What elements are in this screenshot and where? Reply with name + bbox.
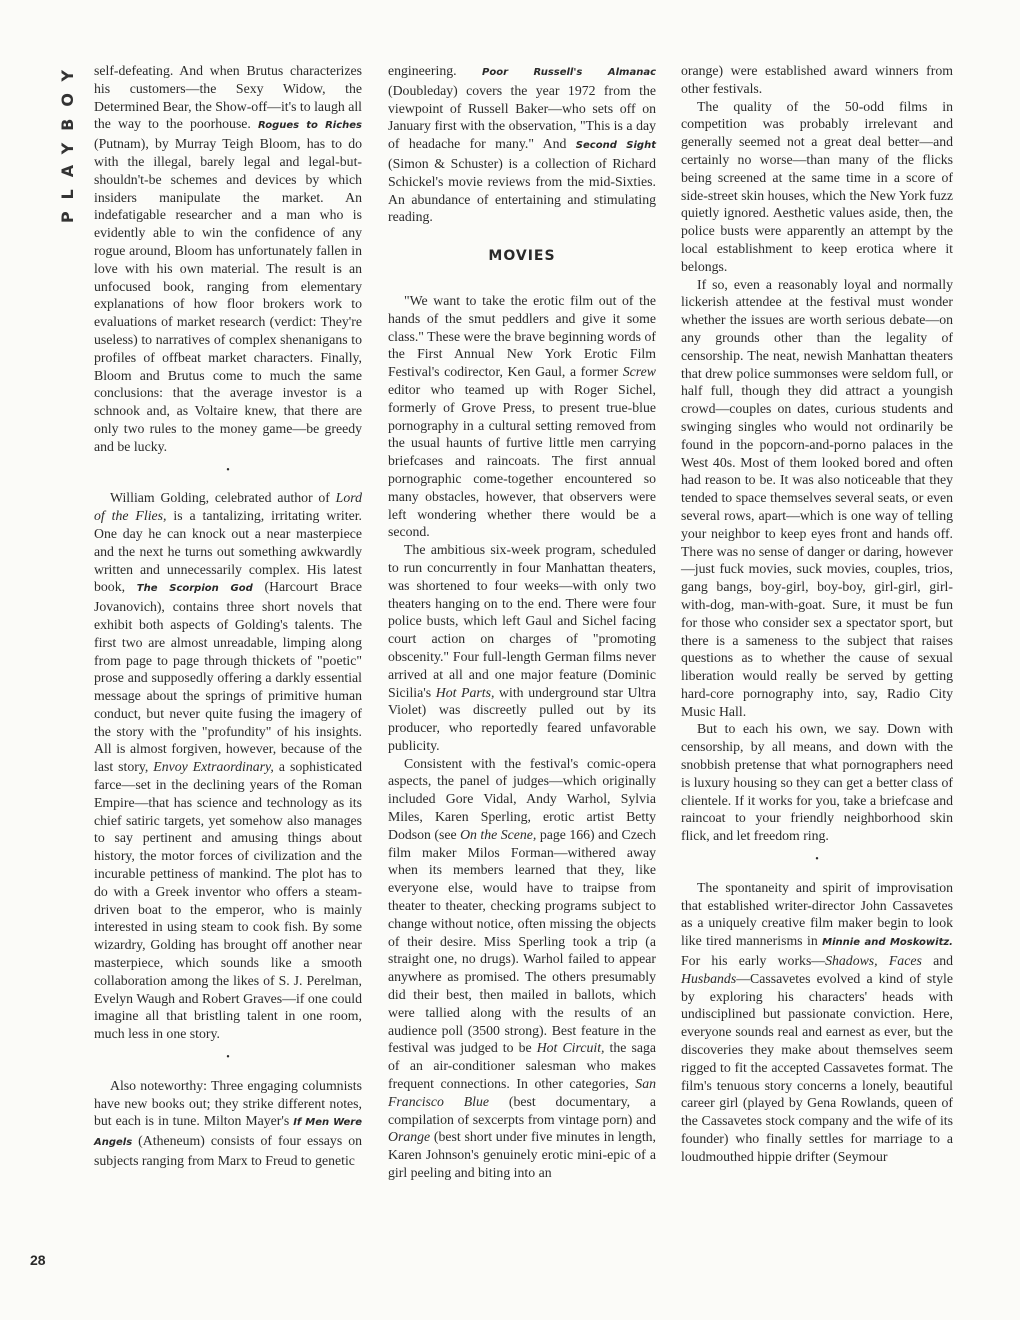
paragraph-judges: Consistent with the festival's comic-opera aspects, the panel of judges—which originally included Gore Vidal, Andy Warhol, Sylvia Miles, Karen Sperling, erotic artist Betty Dodson (see On the Scene, page 166) and Czech film maker Milos Forman—withered away when its members learned that they, like everyone else, would have to traipse from theater to theater, checking programs subject to change without notice, often missing the objects of their desire. Miss Sperling took a trip (a straight one, no drugs). Warhol failed to appear anywhere as promised. The others presumably did their best, then mailed in ballots, which were tallied along with the results of an audience poll (3500 strong). Best feature in the festival was judged to be Hot Circuit, the saga of an air-conditioner salesman who makes frequent connections. In other categories, San Francisco Blue (best documentary, a compilation of sexcerpts from vintage porn) and Orange (best short under five minutes in length, Karen Johnson's genuinely erotic mini-epic of a girl peeling and biting into an [388, 755, 656, 1181]
paragraph-if-so: If so, even a reasonably loyal and normally lickerish attendee at the festival must wonder whether the issues are worth serious debate—on any grounds other than the legality of censorship. The neat, newish Manhattan theaters that drew police summonses were seldom full, or half full, though they did attract a youngish crowd—couples on dates, curious students and swinging singles who would not ordinarily be found in the popcorn-and-porno palaces in the West 40s. Most of them looked bored and often had reason to be. It was also noticeable that they tended to space themselves several seats, or even several rows, apart—which is one way of telling your neighbor to keep eyes front and hands off. There was no sense of danger or daring, however—just fuck movies, suck movies, couples, trios, gang bangs, boy-girl, boy-boy, girl-girl, girl-with-dog, man-with-goat. Sure, it must be fun for those who consider sex a spectator sport, but there is a sameness to the subject that raises questions as to whether the cause of sexual liberation would really be served by getting hard-core pornography into, say, Radio City Music Hall. [681, 276, 953, 719]
section-heading-movies: MOVIES [488, 248, 556, 265]
book-title: The Scorpion God [136, 583, 253, 595]
paragraph-scorpion-god: William Golding, celebrated author of Lord of the Flies, is a tantalizing, irritating writer. One day he can knock out a near masterpiece and the next he turns out something awkwardly written and unnecessarily complex. His latest book, The Scorpion God (Harcourt Brace Jovanovich), contains three short novels that exhibit both aspects of Golding's talents. The first two are almost unreadable, limping along from page to page through thickets of "poetic" prose and supposedly offering a darkly essential message about the springs of primitive human conduct, but never quite fusing the imagery of the story with the "profundity" of his insights. All is almost forgiven, however, because of the last story, Envoy Extraordinary, a sophisticated farce—set in the declining years of the Roman Empire—that has science and technology as its chief satiric targets, yet somehow also manages to say pertinent and amusing things about history, the motor forces of civilization and the incurable pettiness of mankind. The plot has to do with a Greek inventor who offers a steam-driven boat to the emperor, who is mainly interested in using steam to cook fish. By some wizardry, Golding has brought off another near masterpiece, which sounds like a smooth collaboration among the likes of S. J. Perelman, Evelyn Waugh and Robert Graves—if one could imagine all that bristling talent in one room, much less in one story. [94, 490, 362, 1042]
section-bullet: • [226, 1052, 230, 1064]
paragraph-almanac: engineering. Poor Russell's Almanac (Doubleday) covers the year 1972 from the viewpoint of Russell Baker—who sets off on January first with the observation, "This is a day of headache for many." And Second Sight (Simon & Schuster) is a collection of Richard Schickel's movie reviews from the mid-Sixties. An abundance of entertaining and stimulating reading. [388, 63, 656, 225]
book-title: Second Sight [575, 140, 656, 152]
paragraph-program: The ambitious six-week program, scheduled to run concurrently in four Manhattan theaters, was shortened to four weeks—with only two theaters hanging on to the end. There were four police busts, which left Gaul and Sichel facing court action on charges of "promoting obscenity." Four full-length German films never arrived at all and one major feature (Dominic Sicilia's Hot Parts, with underground star Ultra Violet) was discreetly pulled out by its producer, who reportedly feared unfavorable publicity. [388, 542, 656, 753]
book-title: Poor Russell's Almanac [482, 67, 656, 78]
column-3 [681, 62, 953, 1166]
magazine-name: PLAYBOY [58, 58, 77, 224]
book-title: Rogues to Riches [258, 120, 363, 132]
paragraph-each-his-own: But to each his own, we say. Down with censorship, by all means, and down with the snobbish pretense that what pornographers need is luxury housing so they can get a better class of clientele. If it works for you, take a briefcase and raincoat to your friendly neighborhood skin flick, and let freedom ring. [681, 721, 953, 844]
paragraph-continuation: orange) were established award winners from other festivals. [681, 63, 953, 96]
page-number: 28 [30, 1252, 46, 1268]
paragraph-erotic-festival: "We want to take the erotic film out of the hands of the smut peddlers and give it some class." These were the brave beginning words of the First Annual New York Erotic Film Festival's codirector, Ken Gaul, a former Screw editor who teamed up with Roger Sichel, formerly of Grove Press, to present true-blue pornography in a cultural setting removed from the usual haunts of furtive little men carrying briefcases and raincoats. The first annual pornographic come-together encountered so many obstacles, however, that observers were left wondering whether there would be a second. [388, 292, 656, 540]
book-title: If Men Were Angels [94, 1117, 363, 1149]
paragraph-noteworthy: Also noteworthy: Three engaging columnists have new books out; they strike different notes, but each is in tune. Milton Mayer's If Men Were Angels (Atheneum) consists of four essays on subjects ranging from Marx to Freud to genetic [94, 1077, 363, 1169]
paragraph-quality: The quality of the 50-odd films in competition was probably irrelevant and generally seemed not a great deal better—and certainly no worse—than many of the flicks being screened at the same time in a score of side-street skin houses, which the New York fuzz quietly ignored. Aesthetic values aside, then, the police busts were apparently an attempt by the local establishment to keep erotica where it belongs. [681, 98, 953, 274]
paragraph-rogues-to-riches: self-defeating. And when Brutus characterizes his customers—the Sexy Widow, the Determined Bear, the Show-off—it's to laugh all the way to the poorhouse. Rogues to Riches (Putnam), by Murray Teigh Bloom, has to do with the illegal, barely legal and legal-but-shouldn't-be schemes and devices by which insiders manipulate the market. An indefatigable researcher and a man who is evidently able to win the confidence of any rogue around, Bloom has unfortunately fallen in love with his own material. The result is an unfocused book, ranging from elementary explanations of how floor brokers work to evaluations of market research (verdict: They're useless) to narratives of complex shenanigans to profiles of offbeat market characters. Finally, Bloom and Brutus come to much the same conclusions: that the average investor is a schnook and, as Voltaire knew, that there are only two rules to the money game—be greedy and be lucky. [94, 63, 363, 454]
column-2 [388, 62, 656, 1182]
paragraph-cassavetes: The spontaneity and spirit of improvisation that established writer-director John Cassavetes as a uniquely creative film maker begin to look like tired mannerisms in Minnie and Moskowitz. For his early works—Shadows, Faces and Husbands—Cassavetes evolved a kind of style by exploring his characters' heads with undisciplined but passionate conviction. Here, everyone sounds real and earnest as ever, but the discoveries they make about themselves seem rigged to fit the accepted Cassavetes format. The film's tenuous story concerns a lonely, beautiful career girl (played by Gena Rowlands, queen of the Cassavetes stock company and the wife of its founder) who finally settles for marriage to a loudmouthed hippie drifter (Seymour [681, 879, 953, 1164]
section-bullet: • [226, 464, 230, 476]
column-1 [94, 62, 362, 1170]
section-bullet: • [815, 854, 819, 866]
film-title: Minnie and Moskowitz. [822, 937, 953, 949]
